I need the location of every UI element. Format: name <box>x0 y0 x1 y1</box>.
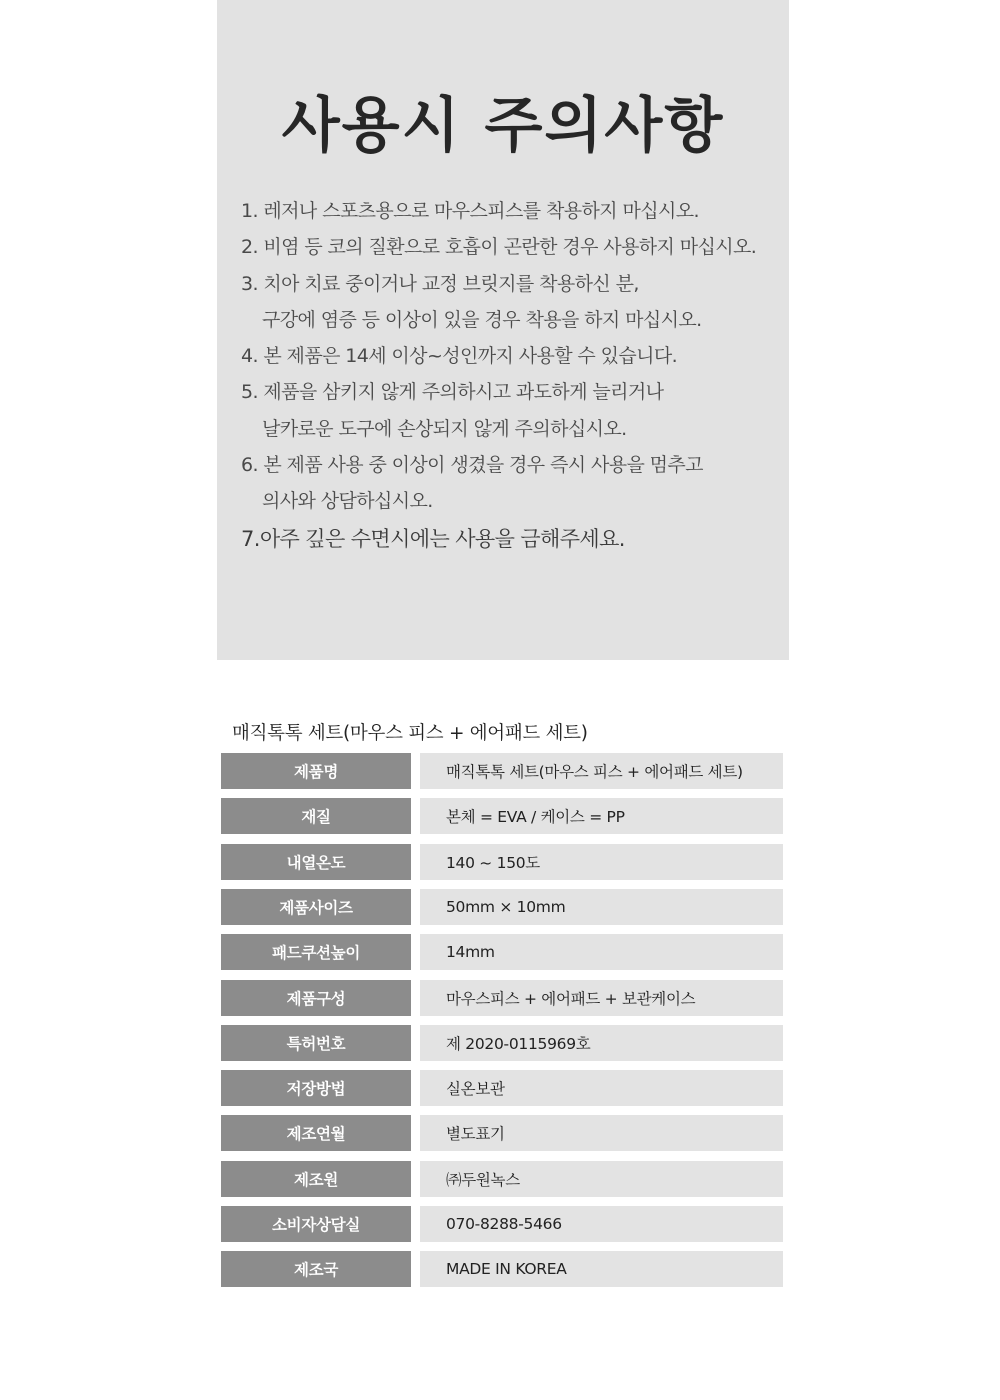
caution-line-continued: 날카로운 도구에 손상되지 않게 주의하십시오. <box>262 417 627 440</box>
caution-item <box>241 193 781 229</box>
spec-caption: 매직톡톡 세트(마우스 피스 + 에어패드 세트) <box>232 723 588 744</box>
caution-line: 7.아주 깊은 수면시에는 사용을 금해주세요. <box>241 526 625 551</box>
spec-label: 저장방법 <box>221 1070 411 1106</box>
caution-line: 1. 레저나 스포츠용으로 마우스피스를 착용하지 마십시오. <box>241 200 699 222</box>
caution-line: 3. 치아 치료 중이거나 교정 브릿지를 착용하신 분, <box>241 272 639 295</box>
spec-label: 제품명 <box>221 753 411 789</box>
spec-row <box>221 1206 783 1242</box>
spec-label: 제품사이즈 <box>221 889 411 925</box>
spec-row <box>221 980 783 1016</box>
spec-row <box>221 1070 783 1106</box>
caution-line-continued: 의사와 상담하십시오. <box>262 490 433 513</box>
spec-row <box>221 1251 783 1287</box>
spec-value: 14mm <box>420 934 783 970</box>
caution-title: 사용시 주의사항 <box>281 91 725 161</box>
spec-label: 패드쿠션높이 <box>221 934 411 970</box>
spec-value: 실온보관 <box>420 1070 783 1106</box>
caution-list <box>241 193 781 558</box>
spec-label: 재질 <box>221 798 411 834</box>
spec-value: 제 2020-0115969호 <box>420 1025 783 1061</box>
spec-value: 070-8288-5466 <box>420 1206 783 1242</box>
spec-label: 제조국 <box>221 1251 411 1287</box>
caution-item <box>241 520 781 558</box>
caution-line: 6. 본 제품 사용 중 이상이 생겼을 경우 즉시 사용을 멈추고 <box>241 454 703 477</box>
spec-row <box>221 844 783 880</box>
caution-panel <box>217 0 789 660</box>
spec-row <box>221 1161 783 1197</box>
caution-line-continued: 구강에 염증 등 이상이 있을 경우 착용을 하지 마십시오. <box>262 308 702 331</box>
spec-label: 내열온도 <box>221 844 411 880</box>
spec-row <box>221 753 783 789</box>
spec-value: 본체 = EVA / 케이스 = PP <box>420 798 783 834</box>
spec-value: 마우스피스 + 에어패드 + 보관케이스 <box>420 980 783 1016</box>
spec-value: 140 ~ 150도 <box>420 844 783 880</box>
spec-row <box>221 1115 783 1151</box>
spec-value: 50mm × 10mm <box>420 889 783 925</box>
spec-value: ㈜두원녹스 <box>420 1161 783 1197</box>
caution-line: 2. 비염 등 코의 질환으로 호흡이 곤란한 경우 사용하지 마십시오. <box>241 236 757 259</box>
spec-label: 소비자상담실 <box>221 1206 411 1242</box>
spec-row <box>221 1025 783 1061</box>
caution-line: 4. 본 제품은 14세 이상~성인까지 사용할 수 있습니다. <box>241 345 678 368</box>
spec-value: 별도표기 <box>420 1115 783 1151</box>
spec-row <box>221 798 783 834</box>
spec-label: 제조연월 <box>221 1115 411 1151</box>
spec-label: 제조원 <box>221 1161 411 1197</box>
caution-item <box>241 338 781 374</box>
spec-label: 제품구성 <box>221 980 411 1016</box>
spec-label: 특허번호 <box>221 1025 411 1061</box>
caution-item <box>241 447 781 520</box>
spec-row <box>221 934 783 970</box>
caution-line: 5. 제품을 삼키지 않게 주의하시고 과도하게 늘리거나 <box>241 381 664 404</box>
caution-item <box>241 229 781 265</box>
spec-row <box>221 889 783 925</box>
caution-item <box>241 374 781 447</box>
caution-item <box>241 266 781 339</box>
spec-value: 매직톡톡 세트(마우스 피스 + 에어패드 세트) <box>420 753 783 789</box>
spec-value: MADE IN KOREA <box>420 1251 783 1287</box>
